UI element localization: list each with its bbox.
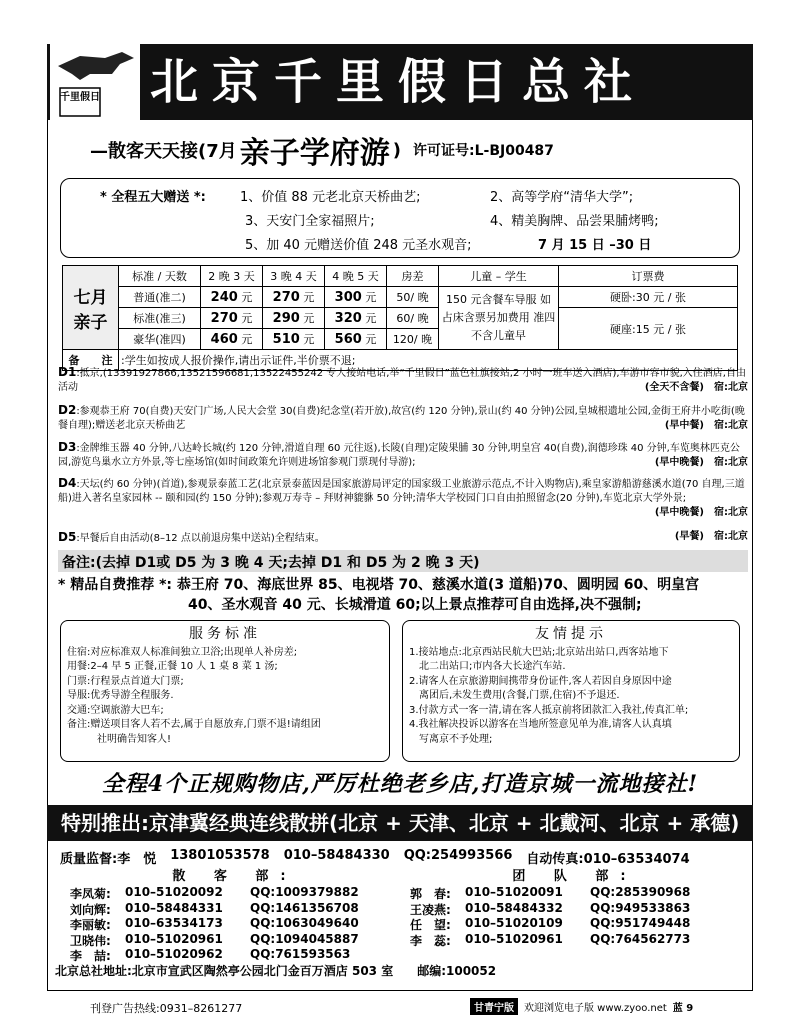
price-table: 七月 亲子 标准 / 天数 2 晚 3 天 3 晚 4 天 4 晚 5 天 房差 儿童 – 学生 订票费 普通(准二) 240 元 270 元 300 元 50/ 晚 150 元含餐车导服 如占床含票另加费用 准四不含儿童早 硬卧:30 元 / 张 标准(准三) 270 元 290 元 320 元 60/ 晚 硬座:15 元 / 张 豪华(准四) 460 元 510 元 560 元 120/ 晚 备 注 :学生如按成人报价操作,请出示证件,半价票不退;	[62, 265, 738, 371]
gift-4: 4、精美胸牌、品尝果脯烤鸭;	[490, 214, 659, 229]
logo-text: 千里假日	[60, 92, 100, 103]
itinerary-day-3: D3:金牌维玉器 40 分钟,八达岭长城(约 120 分钟,滑道自理 60 元往返),长陵(自理)定陵果脯 30 分钟,明皇宫 40(自费),润德珍珠 40 分钟,车览奥林匹克公园,游览鸟巢水立方外景,等七座场馆(如时间政策允许则进场馆参观门票现付导游); (早中晚餐) 宿:北京	[58, 440, 748, 468]
list-item: 李 喆: 010–51020962 QQ:761593563	[70, 947, 351, 963]
table-note-row: 备 注 :学生如按成人报价操作,请出示证件,半价票不退;	[63, 350, 738, 371]
list-item: 王凌燕: 010–58484332 QQ:949533863	[410, 900, 691, 917]
license-number: 许可证号:L-BJ00487	[413, 143, 554, 159]
slogan: 全程4个正规购物店,严厉杜绝老乡店,打造京城一流地接社!	[101, 771, 699, 797]
itinerary-day-4: D4:天坛(约 60 分钟)(首道),参观景泰蓝工艺(北京景泰蓝因是国家旅游局评定的国家级工业旅游示范点,不计入购物店),乘皇家游船游慈溪水道(70 自理,三道船)进入著名皇家园林 -- 颐和园(约 150 分钟);参观万寿寺 – 拜财神貔貅 50 分钟;清华大学校园门口自由拍照留念(20 分钟),车览北京大学外景; (早中晚餐) 宿:北京	[58, 476, 748, 518]
subtitle-highlight: 亲子学府游	[239, 136, 390, 171]
list-item: 李凤菊: 010–51020092 QQ:1009379882	[70, 885, 359, 901]
tuandui-department: 团 队 部: 郭 春: 010–51020091 QQ:285390968 王凌燕: 010–58484332 QQ:949533863 任 望: 010–51020109 QQ:951749448 李 蕊: 010–51020961 QQ:764562773	[410, 865, 740, 947]
list-item: 刘向辉: 010–58484331 QQ:1461356708	[70, 900, 359, 917]
service-title: 服务标准	[189, 626, 261, 642]
quality-supervision: 质量监督:李 悦 13801053578 010–58484330 QQ:254993566 自动传真:010–63534074	[60, 848, 690, 867]
subtitle-prefix: —散客天天接(7月	[90, 141, 237, 162]
list-item: 卫晓伟: 010–51020961 QQ:1094045887	[70, 931, 359, 948]
itinerary-day-1: D1:抵京,(13391927866,13521596681,13522455242 专人接站电话,举“千里假日”蓝色社旗接站,2 小时一班车送入酒店),车游市容市貌,入住酒店,自由活动 (全天不含餐) 宿:北京	[58, 365, 748, 393]
service-standard-box: 服务标准 住宿:对应标准双人标准间独立卫浴;出现单人补房差; 用餐:2–4 早 5 正餐,正餐 10 人 1 桌 8 菜 1 汤; 门票:行程景点首道大门票; 导服:优秀导游全程服务. 交通:空调旅游大巴车; 备注:赠送项目客人若不去,属于自愿放弃,门票不退!请组团 社明确告知客人!	[60, 620, 390, 762]
logo	[50, 44, 140, 120]
table-row: 豪华(准四) 460 元 510 元 560 元 120/ 晚	[63, 329, 738, 350]
sanke-department: 散 客 部: 李凤菊: 010–51020092 QQ:1009379882 刘向辉: 010–58484331 QQ:1461356708 李丽敏: 010–63534173 QQ:1063049640 卫晓伟: 010–51020961 QQ:1094045887 李 喆: 010–51020962 QQ:761593563	[70, 865, 400, 963]
month-cell: 七月 亲子	[63, 266, 119, 350]
subtitle-suffix: )	[392, 139, 401, 161]
gift-2: 2、高等学府“清华大学”;	[490, 190, 634, 205]
list-item: 郭 春: 010–51020091 QQ:285390968	[410, 885, 691, 901]
child-price: 150 元含餐车导服 如占床含票另加费用 准四不含儿童早	[439, 287, 559, 350]
itinerary-day-2: D2:参观恭王府 70(自费)天安门广场,人民大会堂 30(自费)纪念堂(若开放),故宫(约 120 分钟),景山(约 40 分钟)公园,皇城根遗址公园,金街王府井小吃街(晚餐自理);赠送老北京天桥曲艺 (早中餐) 宿:北京	[58, 403, 748, 431]
gifts-label: * 全程五大赠送 *:	[100, 190, 206, 205]
head-office-address: 北京总社地址:北京市宣武区陶然亭公园北门金百万酒店 503 室 邮编:100052	[55, 964, 497, 978]
subtitle	[90, 128, 554, 172]
list-item: 李丽敏: 010–63534173 QQ:1063049640	[70, 916, 359, 932]
tips-title: 友情提示	[535, 626, 607, 642]
gift-3: 3、天安门全家福照片;	[245, 214, 375, 229]
gift-dates: 7 月 15 日 –30 日	[538, 238, 652, 253]
gift-5: 5、加 40 元赠送价值 248 元圣水观音;	[245, 238, 472, 253]
friendly-tips-box: 友情提示 1.接站地点:北京西站民航大巴站;北京站出站口,西客站地下 北二出站口;市内各大长途汽车站. 2.请客人在京旅游期间携带身份证件,客人若因自身原因中途 离团后,未发生费用(含餐,门票,住宿)不予退还. 3.付款方式一客一清,请在客人抵京前将团款汇入我社,传真汇单; 4.我社解决投诉以游客在当地所签意见单为准,请客人认真填 写离京不予处理;	[402, 620, 740, 762]
horse-logo-icon	[50, 44, 140, 120]
gift-1: 1、价值 88 元老北京天桥曲艺;	[240, 190, 421, 205]
list-item: 任 望: 010–51020109 QQ:951749448	[410, 916, 691, 932]
table-row: 普通(准二) 240 元 270 元 300 元 50/ 晚 150 元含餐车导服 如占床含票另加费用 准四不含儿童早 硬卧:30 元 / 张	[63, 287, 738, 308]
special-offer-banner: 特别推出:京津冀经典连线散拼(北京 + 天津、北京 + 北戴河、北京 + 承德)	[47, 805, 753, 841]
selfpay-recommendation: * 精品自费推荐 *: 恭王府 70、海底世界 85、电视塔 70、慈溪水道(3 道船)70、圆明园 60、明皇宫 40、圣水观音 40 元、长城滑道 60;以上景点推荐可自由选择,决不强制;	[58, 577, 700, 613]
ad-hotline: 刊登广告热线:0931–8261277	[90, 1002, 243, 1015]
page-title: 北京千里假日总社	[150, 54, 647, 110]
remark: 备注:(去掉 D1或 D5 为 3 晚 4 天;去掉 D1 和 D5 为 2 晚 3 天)	[58, 550, 748, 572]
list-item: 李 蕊: 010–51020961 QQ:764562773	[410, 931, 691, 948]
footer-brand: 甘青宁版 欢迎浏览电子版 www.zyoo.net 蓝 9	[470, 998, 693, 1015]
itinerary-day-5: D5:早餐后自由活动(8–12 点以前退房集中送站)全程结束。 (早餐) 宿:北京	[58, 530, 748, 544]
table-row: 标准(准三) 270 元 290 元 320 元 60/ 晚 硬座:15 元 / 张	[63, 308, 738, 329]
